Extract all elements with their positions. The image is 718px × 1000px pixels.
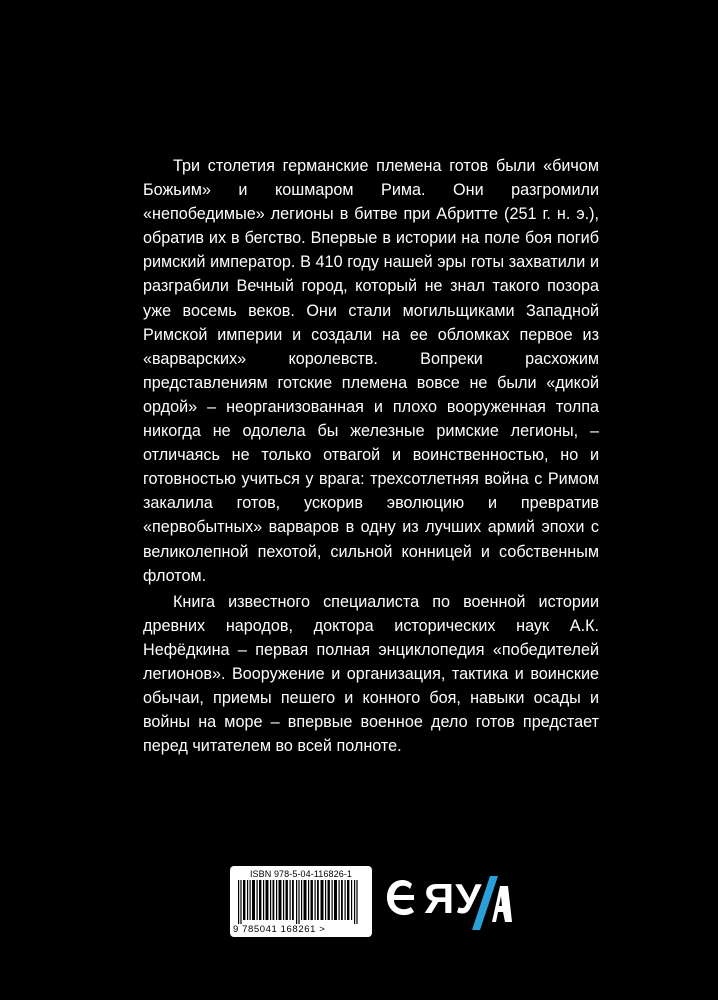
barcode-digits: 9 785041 168261 > — [233, 924, 326, 935]
blurb-paragraph-2: Книга известного специалиста по военной истории древних народов, доктора исторических наук А.К. Нефёдкина – первая полная энциклопедия «победителей легионов». Вооружение и организация, тактика и воинские обычаи, приемы пешего и конного боя, навыки осады и войны на море – впервые военное дело готов предстает перед читателем во всей полноте. — [143, 592, 599, 756]
isbn-barcode — [230, 866, 372, 937]
publisher-wordmark: ЯУ — [424, 875, 483, 922]
blurb-text — [143, 154, 599, 758]
barcode-icon — [238, 880, 364, 924]
yauza-slash-icon — [468, 872, 514, 932]
isbn-label: ISBN 978-5-04-116826-1 — [249, 869, 353, 879]
eksmo-e-icon — [384, 870, 420, 930]
blurb-paragraph-1: Три столетия германские племена готов были «бичом Божьим» и кошмаром Рима. Они разгромили «непобедимые» легионы в битве при Абритте (251 г. н. э.), обратив их в бегство. Впервые в истории на поле боя погиб римский император. В 410 году нашей эры готы захватили и разграбили Вечный город, который не знал такого позора уже восемь веков. Они стали могильщиками Западной Римской империи и создали на ее обломках первое из «варварских» королевств. Вопреки расхожим представлениям готские племена вовсе не были «дикой ордой» – неорганизованная и плохо вооруженная толпа никогда не одолела бы железные римские легионы, – отличаясь не только отвагой и воинственностью, но и готовностью учиться у врага: трехсотлетняя война с Римом закалила готов, ускорив эволюцию и превратив «первобытных» варваров в одну из лучших армий эпохи с великолепной пехотой, сильной конницей и собственным флотом. — [143, 157, 599, 585]
publisher-logo — [384, 868, 514, 934]
